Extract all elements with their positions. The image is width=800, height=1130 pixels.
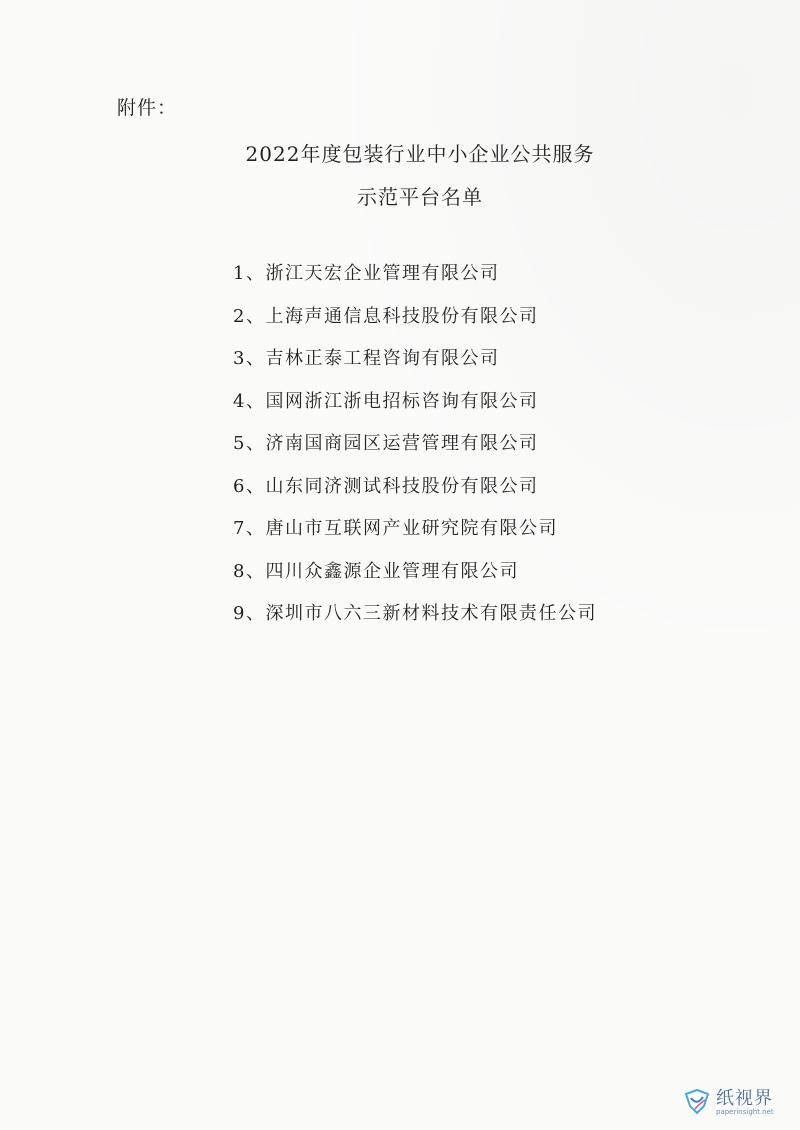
paperinsight-logo-icon <box>682 1086 712 1116</box>
company-list <box>233 259 597 642</box>
list-item: 2、上海声通信息科技股份有限公司 <box>233 305 539 327</box>
document-title-line2: 示范平台名单 <box>357 185 483 209</box>
document-title-line1: 2022年度包装行业中小企业公共服务 <box>245 142 595 166</box>
list-item: 5、济南国商园区运营管理有限公司 <box>233 433 539 454</box>
list-item: 3、吉林正泰工程咨询有限公司 <box>233 348 500 369</box>
list-item: 6、山东同济测试科技股份有限公司 <box>233 475 539 497</box>
list-item: 1、浙江天宏企业管理有限公司 <box>233 263 500 284</box>
list-item: 4、国网浙江浙电招标咨询有限公司 <box>233 390 539 412</box>
list-item: 8、四川众鑫源企业管理有限公司 <box>233 560 519 582</box>
watermark-url: paperinsight.net <box>716 1108 774 1116</box>
list-item: 7、唐山市互联网产业研究院有限公司 <box>233 518 558 539</box>
watermark-name: 纸视界 <box>716 1088 773 1109</box>
watermark <box>682 1084 794 1124</box>
list-item: 9、深圳市八六三新材料技术有限责任公司 <box>233 603 597 624</box>
attachment-label: 附件： <box>117 97 178 119</box>
